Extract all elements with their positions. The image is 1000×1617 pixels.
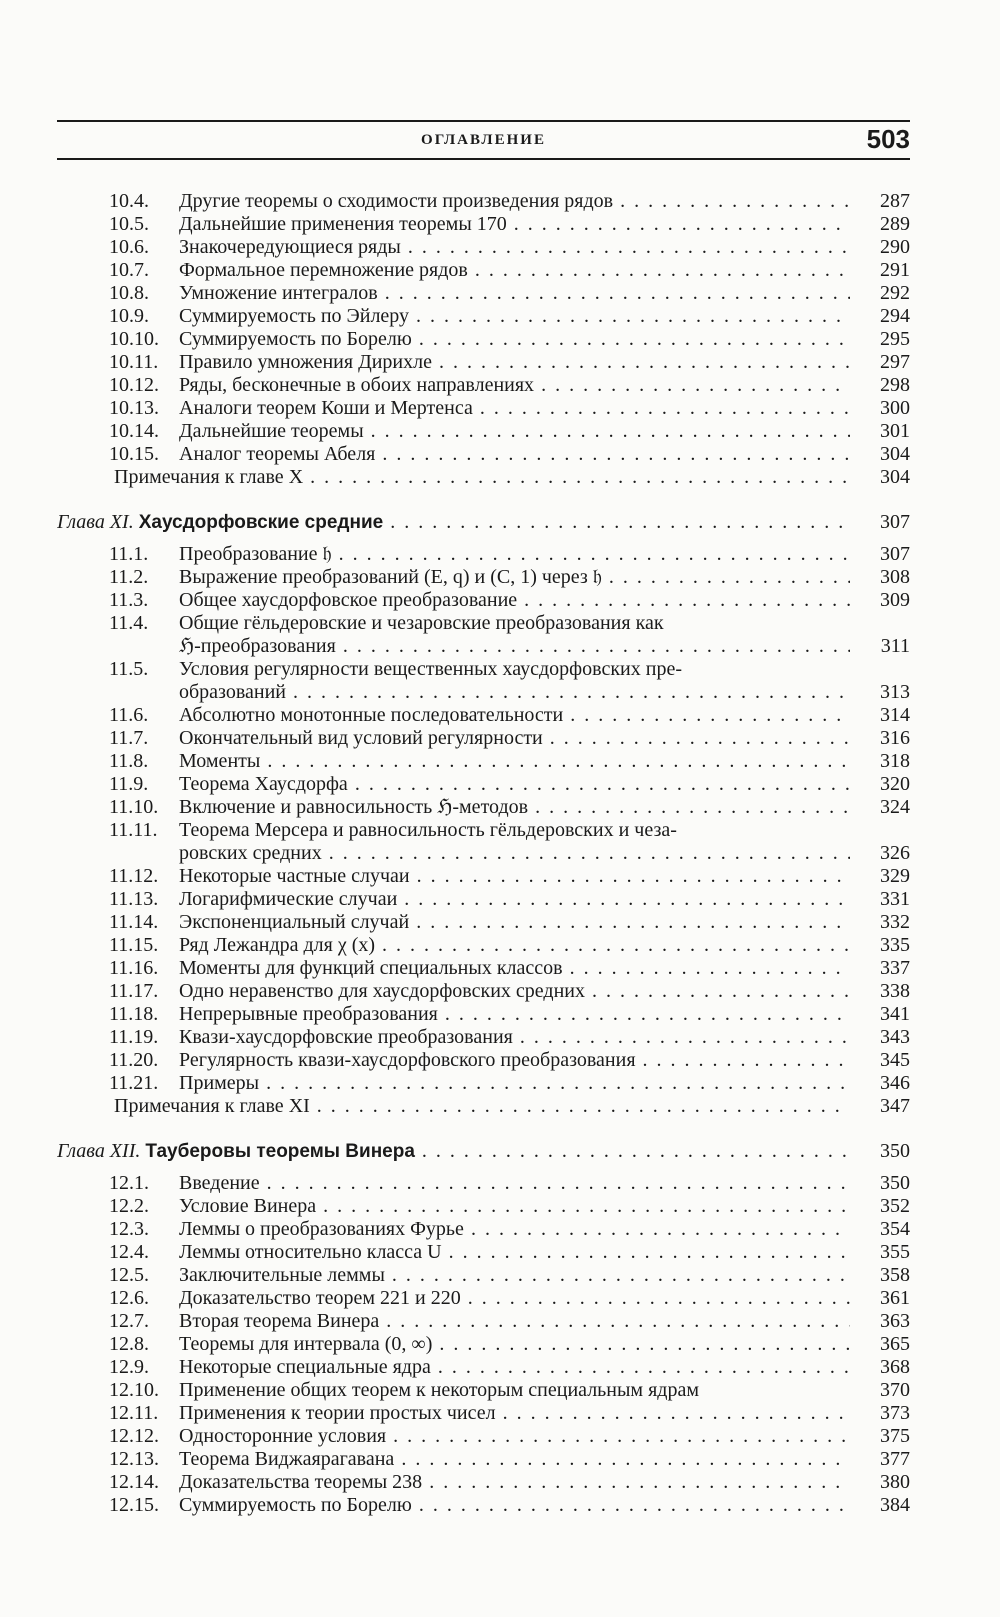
chapter-title xyxy=(57,1140,850,1163)
section-page: 345 xyxy=(880,1049,910,1071)
section-page: 326 xyxy=(880,842,910,864)
section-page: 297 xyxy=(880,351,910,373)
toc-entry[interactable] xyxy=(57,1026,910,1049)
section-number: 11.6. xyxy=(109,704,149,726)
section-page: 329 xyxy=(880,865,910,887)
section-page: 292 xyxy=(880,282,910,304)
section-number: 10.10. xyxy=(109,328,159,350)
top-rule xyxy=(57,120,910,122)
section-page: 314 xyxy=(880,704,910,726)
toc-entry[interactable] xyxy=(57,213,910,236)
section-page: 294 xyxy=(880,305,910,327)
section-number: 12.7. xyxy=(109,1310,149,1332)
toc-entry[interactable] xyxy=(57,566,910,589)
section-number: 11.16. xyxy=(109,957,159,979)
section-page: 316 xyxy=(880,727,910,749)
section-number: 12.14. xyxy=(109,1471,159,1493)
section-number: 11.2. xyxy=(109,566,149,588)
toc-entry[interactable] xyxy=(57,658,910,681)
toc-entry[interactable] xyxy=(57,727,910,750)
section-title: Ряды, бесконечные в обоих направлениях . . . xyxy=(179,374,850,397)
section-number: 11.8. xyxy=(109,750,149,772)
section-title: Заключительные леммы . . . xyxy=(179,1264,850,1287)
toc-entry[interactable] xyxy=(57,888,910,911)
section-number: 11.9. xyxy=(109,773,149,795)
section-number: 12.3. xyxy=(109,1218,149,1240)
section-title: Дальнейшие применения теоремы 170 . . . xyxy=(179,213,850,236)
toc-entry[interactable] xyxy=(57,957,910,980)
section-page: 300 xyxy=(880,397,910,419)
section-title: Суммируемость по Борелю . . . xyxy=(179,328,850,351)
toc-entry[interactable] xyxy=(57,351,910,374)
section-title: Ряд Лежандра для χ (x) . . . xyxy=(179,934,850,957)
section-number: 11.5. xyxy=(109,658,149,680)
section-number: 12.13. xyxy=(109,1448,159,1470)
section-page: 309 xyxy=(880,589,910,611)
section-number: 11.3. xyxy=(109,589,149,611)
toc-entry[interactable] xyxy=(57,704,910,727)
section-number: 10.6. xyxy=(109,236,149,258)
section-title: Суммируемость по Борелю . . . xyxy=(179,1494,850,1517)
section-number: 12.1. xyxy=(109,1172,149,1194)
section-number: 12.6. xyxy=(109,1287,149,1309)
section-number: 11.21. xyxy=(109,1072,159,1094)
toc-entry[interactable] xyxy=(57,1072,910,1095)
section-title: Абсолютно монотонные последовательности . . . xyxy=(179,704,850,727)
section-page: 358 xyxy=(880,1264,910,1286)
section-page: 347 xyxy=(880,1095,910,1117)
section-title: Односторонние условия . . . xyxy=(179,1425,850,1448)
section-title: Экспоненциальный случай . . . xyxy=(179,911,850,934)
chapter-page: 307 xyxy=(880,511,910,533)
toc-entry[interactable] xyxy=(57,819,910,842)
section-title: Примечания к главе XI . . . xyxy=(114,1095,850,1118)
section-number: 11.11. xyxy=(109,819,158,841)
section-number: 10.9. xyxy=(109,305,149,327)
section-page: 287 xyxy=(880,190,910,212)
section-page: 338 xyxy=(880,980,910,1002)
section-number: 11.15. xyxy=(109,934,159,956)
toc-entry[interactable] xyxy=(57,443,910,466)
toc-entry[interactable] xyxy=(57,635,910,658)
chapter-label: Глава XI. xyxy=(57,511,134,533)
section-page: 320 xyxy=(880,773,910,795)
section-title: Аналоги теорем Коши и Мертенса . . . xyxy=(179,397,850,420)
section-title: Теорема Хаусдорфа . . . xyxy=(179,773,850,796)
toc-entry[interactable] xyxy=(57,1494,910,1517)
toc-entry[interactable] xyxy=(57,865,910,888)
toc-entry[interactable] xyxy=(57,842,910,865)
section-title: Одно неравенство для хаусдорфовских средних . . . xyxy=(179,980,850,1003)
section-page: 290 xyxy=(880,236,910,258)
section-title: Леммы относительно класса U . . . xyxy=(179,1241,850,1264)
toc-entry[interactable] xyxy=(57,1333,910,1356)
running-title: ОГЛАВЛЕНИЕ xyxy=(421,132,546,148)
section-page: 311 xyxy=(880,635,910,657)
toc-entry[interactable] xyxy=(57,1379,910,1402)
section-gap xyxy=(57,489,910,501)
section-page: 298 xyxy=(880,374,910,396)
section-title: Общее хаусдорфовское преобразование . . . xyxy=(179,589,850,612)
section-number: 10.4. xyxy=(109,190,149,212)
table-of-contents xyxy=(57,190,910,1517)
toc-entry[interactable] xyxy=(57,374,910,397)
section-number: 11.17. xyxy=(109,980,159,1002)
toc-entry[interactable] xyxy=(57,1402,910,1425)
chapter-name: Хаусдорфовские средние xyxy=(138,512,384,533)
section-title: Регулярность квази-хаусдорфовского преобразования . . . xyxy=(179,1049,850,1072)
toc-entry[interactable] xyxy=(57,1195,910,1218)
section-page: 307 xyxy=(880,543,910,565)
toc-entry[interactable] xyxy=(57,543,910,566)
section-title: образований . . . xyxy=(179,681,850,704)
section-page: 373 xyxy=(880,1402,910,1424)
section-title: Примечания к главе X . . . xyxy=(114,466,850,489)
section-page: 304 xyxy=(880,443,910,465)
section-page: 380 xyxy=(880,1471,910,1493)
section-number: 10.11. xyxy=(109,351,159,373)
toc-entry[interactable] xyxy=(57,796,910,819)
toc-entry[interactable] xyxy=(57,236,910,259)
section-page: 308 xyxy=(880,566,910,588)
section-page: 368 xyxy=(880,1356,910,1378)
toc-entry[interactable] xyxy=(57,1241,910,1264)
toc-entry[interactable] xyxy=(57,1003,910,1026)
section-number: 12.12. xyxy=(109,1425,159,1447)
toc-entry[interactable] xyxy=(57,750,910,773)
toc-entry[interactable] xyxy=(57,934,910,957)
section-page: 304 xyxy=(880,466,910,488)
section-title: Моменты для функций специальных классов . . . xyxy=(179,957,850,980)
toc-entry[interactable] xyxy=(57,1172,910,1195)
section-title: Знакочередующиеся ряды . . . xyxy=(179,236,850,259)
toc-entry[interactable] xyxy=(57,1471,910,1494)
section-title: Правило умножения Дирихле . . . xyxy=(179,351,850,374)
section-page: 355 xyxy=(880,1241,910,1263)
chapter-label: Глава XII. xyxy=(57,1140,141,1162)
section-number: 12.15. xyxy=(109,1494,159,1516)
section-title: Преобразование 𝔥 . . . xyxy=(179,543,850,566)
toc-entry[interactable] xyxy=(57,1287,910,1310)
section-title: Применение общих теорем к некоторым специальным ядрам xyxy=(179,1379,699,1401)
section-title: Доказательство теорем 221 и 220 . . . xyxy=(179,1287,850,1310)
section-number: 12.4. xyxy=(109,1241,149,1263)
toc-entry[interactable] xyxy=(57,589,910,612)
section-number: 11.14. xyxy=(109,911,159,933)
page-number: 503 xyxy=(866,124,910,154)
section-page: 335 xyxy=(880,934,910,956)
section-page: 337 xyxy=(880,957,910,979)
section-title: Формальное перемножение рядов . . . xyxy=(179,259,850,282)
toc-entry[interactable] xyxy=(57,1356,910,1379)
section-title: Вторая теорема Винера . . . xyxy=(179,1310,850,1333)
section-number: 10.7. xyxy=(109,259,149,281)
section-page: 377 xyxy=(880,1448,910,1470)
section-title: Применения к теории простых чисел . . . xyxy=(179,1402,850,1425)
section-number: 10.14. xyxy=(109,420,159,442)
chapter-page: 350 xyxy=(880,1140,910,1162)
section-title: Дальнейшие теоремы . . . xyxy=(179,420,850,443)
section-title: Леммы о преобразованиях Фурье . . . xyxy=(179,1218,850,1241)
toc-entry[interactable] xyxy=(57,1264,910,1287)
section-number: 11.19. xyxy=(109,1026,159,1048)
section-title: Условие Винера . . . xyxy=(179,1195,850,1218)
section-title: Примеры . . . xyxy=(179,1072,850,1095)
section-page: 301 xyxy=(880,420,910,442)
toc-entry[interactable] xyxy=(57,773,910,796)
section-number: 10.5. xyxy=(109,213,149,235)
section-page: 332 xyxy=(880,911,910,933)
section-title: ℌ-преобразования . . . xyxy=(179,635,850,658)
section-title: Теорема Виджаярагавана . . . xyxy=(179,1448,850,1471)
toc-entry[interactable] xyxy=(57,466,910,489)
toc-entry[interactable] xyxy=(57,612,910,635)
section-number: 11.10. xyxy=(109,796,159,818)
section-page: 318 xyxy=(880,750,910,772)
toc-entry[interactable] xyxy=(57,282,910,305)
section-page: 352 xyxy=(880,1195,910,1217)
toc-entry[interactable] xyxy=(57,681,910,704)
section-number: 10.12. xyxy=(109,374,159,396)
toc-entry[interactable] xyxy=(57,1218,910,1241)
toc-entry[interactable] xyxy=(57,980,910,1003)
section-page: 346 xyxy=(880,1072,910,1094)
section-number: 12.2. xyxy=(109,1195,149,1217)
section-number: 11.13. xyxy=(109,888,159,910)
section-number: 12.5. xyxy=(109,1264,149,1286)
section-page: 384 xyxy=(880,1494,910,1516)
chapter-heading[interactable] xyxy=(57,511,910,535)
section-title: Некоторые специальные ядра . . . xyxy=(179,1356,850,1379)
section-page: 370 xyxy=(880,1379,910,1401)
chapter-name: Тауберовы теоремы Винера xyxy=(145,1141,415,1162)
section-page: 289 xyxy=(880,213,910,235)
section-number: 11.12. xyxy=(109,865,159,887)
section-number: 10.15. xyxy=(109,443,159,465)
section-number: 12.11. xyxy=(109,1402,159,1424)
header-rule xyxy=(57,158,910,160)
toc-entry[interactable] xyxy=(57,1095,910,1118)
section-number: 11.7. xyxy=(109,727,149,749)
section-page: 343 xyxy=(880,1026,910,1048)
toc-entry[interactable] xyxy=(57,1425,910,1448)
section-title: Аналог теоремы Абеля . . . xyxy=(179,443,850,466)
section-title: Условия регулярности вещественных хаусдорфовских пре- xyxy=(179,658,682,680)
section-title: Выражение преобразований (E, q) и (C, 1) через 𝔥 . . . xyxy=(179,566,850,589)
section-title: Квази-хаусдорфовские преобразования . . . xyxy=(179,1026,850,1049)
toc-entry[interactable] xyxy=(57,911,910,934)
section-number: 12.8. xyxy=(109,1333,149,1355)
section-page: 354 xyxy=(880,1218,910,1240)
section-page: 291 xyxy=(880,259,910,281)
section-title: Окончательный вид условий регулярности . . . xyxy=(179,727,850,750)
section-number: 12.10. xyxy=(109,1379,159,1401)
section-title: Непрерывные преобразования . . . xyxy=(179,1003,850,1026)
running-head xyxy=(57,124,910,156)
section-number: 11.18. xyxy=(109,1003,159,1025)
section-title: Умножение интегралов . . . xyxy=(179,282,850,305)
section-page: 361 xyxy=(880,1287,910,1309)
section-page: 324 xyxy=(880,796,910,818)
section-title: Логарифмические случаи . . . xyxy=(179,888,850,911)
section-number: 11.20. xyxy=(109,1049,159,1071)
section-page: 365 xyxy=(880,1333,910,1355)
toc-entry[interactable] xyxy=(57,328,910,351)
section-page: 363 xyxy=(880,1310,910,1332)
section-number: 11.4. xyxy=(109,612,149,634)
toc-entry[interactable] xyxy=(57,1049,910,1072)
section-title: Теоремы для интервала (0, ∞) . . . xyxy=(179,1333,850,1356)
toc-entry[interactable] xyxy=(57,305,910,328)
section-page: 350 xyxy=(880,1172,910,1194)
toc-entry[interactable] xyxy=(57,259,910,282)
section-title: ровских средних . . . xyxy=(179,842,850,865)
toc-entry[interactable] xyxy=(57,190,910,213)
section-title: Другие теоремы о сходимости произведения рядов . . . xyxy=(179,190,850,213)
section-number: 11.1. xyxy=(109,543,149,565)
section-number: 10.8. xyxy=(109,282,149,304)
chapter-heading[interactable] xyxy=(57,1140,910,1164)
toc-entry[interactable] xyxy=(57,1448,910,1471)
section-title: Общие гёльдеровские и чезаровские преобразования как xyxy=(179,612,664,634)
section-title: Моменты . . . xyxy=(179,750,850,773)
section-title: Включение и равносильность ℌ-методов . . . xyxy=(179,796,850,819)
section-page: 313 xyxy=(880,681,910,703)
section-number: 10.13. xyxy=(109,397,159,419)
section-gap xyxy=(57,1118,910,1130)
section-page: 331 xyxy=(880,888,910,910)
section-page: 341 xyxy=(880,1003,910,1025)
section-page: 375 xyxy=(880,1425,910,1447)
section-title: Введение . . . xyxy=(179,1172,850,1195)
toc-entry[interactable] xyxy=(57,1310,910,1333)
section-page: 295 xyxy=(880,328,910,350)
section-title: Некоторые частные случаи . . . xyxy=(179,865,850,888)
toc-entry[interactable] xyxy=(57,420,910,443)
chapter-title xyxy=(57,511,850,534)
toc-entry[interactable] xyxy=(57,397,910,420)
section-title: Суммируемость по Эйлеру . . . xyxy=(179,305,850,328)
section-title: Доказательства теоремы 238 . . . xyxy=(179,1471,850,1494)
section-title: Теорема Мерсера и равносильность гёльдеровских и чеза- xyxy=(179,819,677,841)
section-number: 12.9. xyxy=(109,1356,149,1378)
